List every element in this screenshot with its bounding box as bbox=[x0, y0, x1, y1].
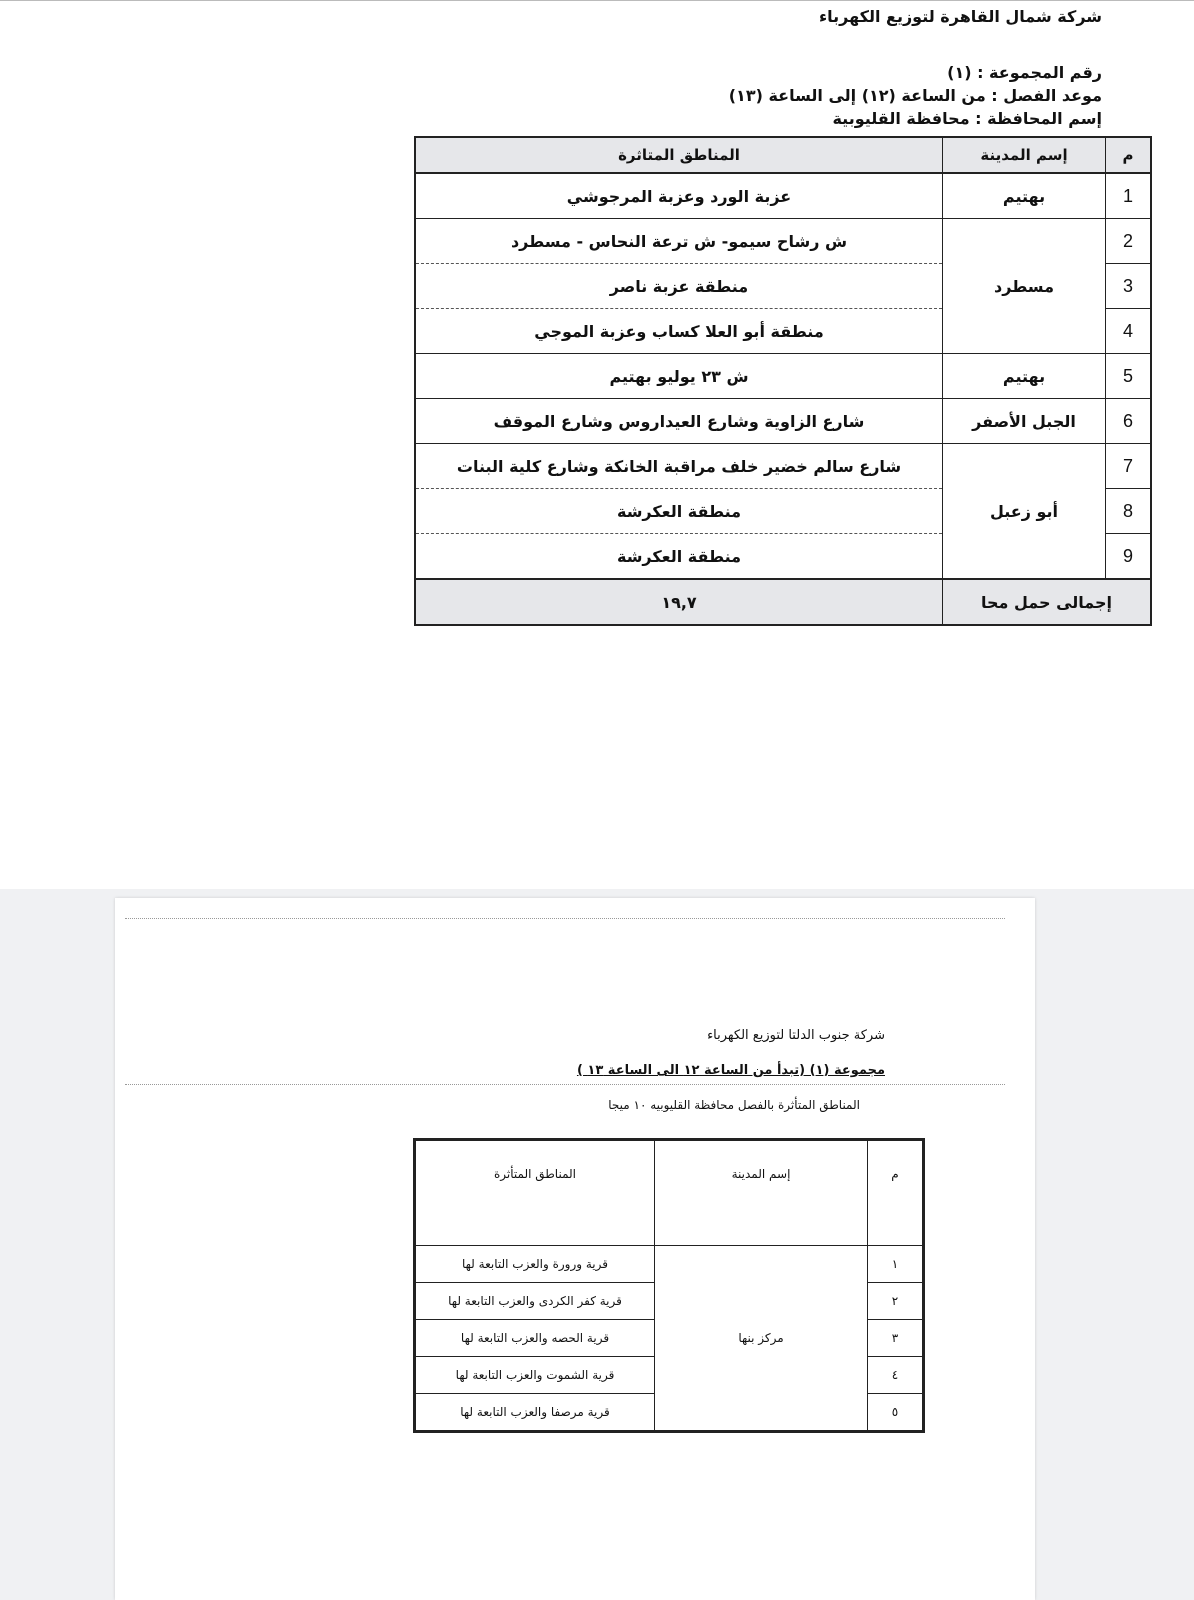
row-num: 5 bbox=[1106, 354, 1152, 399]
header-num: م bbox=[1106, 137, 1152, 173]
company-name: شركة جنوب الدلتا لتوزيع الكهرباء bbox=[707, 1028, 885, 1043]
row-area: ش رشاح سيمو- ش ترعة النحاس - مسطرد bbox=[415, 219, 943, 264]
row-area: قرية ورورة والعزب التابعة لها bbox=[415, 1246, 655, 1283]
row-num: 9 bbox=[1106, 534, 1152, 580]
row-area: منطقة العكرشة bbox=[415, 489, 943, 534]
row-area: قرية كفر الكردى والعزب التابعة لها bbox=[415, 1283, 655, 1320]
row-num: 1 bbox=[1106, 173, 1152, 219]
row-area: قرية الحصه والعزب التابعة لها bbox=[415, 1320, 655, 1357]
row-city: مركز بنها bbox=[655, 1246, 868, 1432]
row-city: بهتيم bbox=[943, 354, 1106, 399]
company-name: شركة شمال القاهرة لتوزيع الكهرباء bbox=[818, 7, 1102, 26]
row-city: أبو زعبل bbox=[943, 444, 1106, 580]
row-area: قرية الشموت والعزب التابعة لها bbox=[415, 1357, 655, 1394]
row-area: قرية مرصفا والعزب التابعة لها bbox=[415, 1394, 655, 1432]
row-num: 7 bbox=[1106, 444, 1152, 489]
table-row bbox=[415, 399, 1151, 444]
row-num: 2 bbox=[1106, 219, 1152, 264]
affected-villages-table bbox=[413, 1138, 925, 1433]
group-schedule: مجموعة (١) (تبدأ من الساعة ١٢ الى الساعة ١٣ ) bbox=[576, 1063, 885, 1078]
row-num: ٢ bbox=[868, 1283, 924, 1320]
row-num: 8 bbox=[1106, 489, 1152, 534]
row-num: ١ bbox=[868, 1246, 924, 1283]
document-page-2 bbox=[115, 898, 1035, 1600]
group-number: رقم المجموعة : (١) bbox=[947, 63, 1102, 82]
divider bbox=[125, 1084, 1005, 1085]
governorate-name: إسم المحافظة : محافظة القليوبية bbox=[832, 109, 1102, 128]
schedule-info bbox=[729, 61, 1102, 130]
total-row bbox=[415, 579, 1151, 625]
row-city: الجبل الأصفر bbox=[943, 399, 1106, 444]
row-area: عزبة الورد وعزبة المرجوشي bbox=[415, 173, 943, 219]
total-value: ١٩,٧ bbox=[415, 579, 943, 625]
table-row bbox=[415, 444, 1151, 489]
table-row bbox=[415, 354, 1151, 399]
row-area: شارع سالم خضير خلف مراقبة الخانكة وشارع كلية البنات bbox=[415, 444, 943, 489]
table-row bbox=[415, 173, 1151, 219]
row-city: مسطرد bbox=[943, 219, 1106, 354]
header-areas: المناطق المتاثرة bbox=[415, 137, 943, 173]
row-area: منطقة عزبة ناصر bbox=[415, 264, 943, 309]
row-num: ٤ bbox=[868, 1357, 924, 1394]
affected-areas-table bbox=[414, 136, 1152, 626]
header-city: إسم المدينة bbox=[943, 137, 1106, 173]
cut-time: موعد الفصل : من الساعة (١٢) إلى الساعة (١٣) bbox=[728, 86, 1102, 105]
row-city: بهتيم bbox=[943, 173, 1106, 219]
header-num: م bbox=[868, 1140, 924, 1246]
row-num: ٥ bbox=[868, 1394, 924, 1432]
row-num: 6 bbox=[1106, 399, 1152, 444]
affected-areas-note: المناطق المتأثرة بالفصل محافظة القليوبيه ١٠ ميجا bbox=[608, 1098, 860, 1112]
row-area: منطقة أبو العلا كساب وعزبة الموجي bbox=[415, 309, 943, 354]
header-city: إسم المدينة bbox=[655, 1140, 868, 1246]
row-num: 4 bbox=[1106, 309, 1152, 354]
total-label: إجمالى حمل محا bbox=[943, 579, 1152, 625]
row-num: ٣ bbox=[868, 1320, 924, 1357]
row-num: 3 bbox=[1106, 264, 1152, 309]
table-row bbox=[415, 219, 1151, 264]
table-header-row bbox=[415, 1140, 924, 1246]
divider bbox=[125, 918, 1005, 919]
table-header-row bbox=[415, 137, 1151, 173]
header-areas: المناطق المتأثرة bbox=[415, 1140, 655, 1246]
row-area: شارع الزاوية وشارع العيداروس وشارع الموقف bbox=[415, 399, 943, 444]
row-area: منطقة العكرشة bbox=[415, 534, 943, 580]
row-area: ش ٢٣ يوليو بهتيم bbox=[415, 354, 943, 399]
table-row bbox=[415, 1246, 924, 1283]
